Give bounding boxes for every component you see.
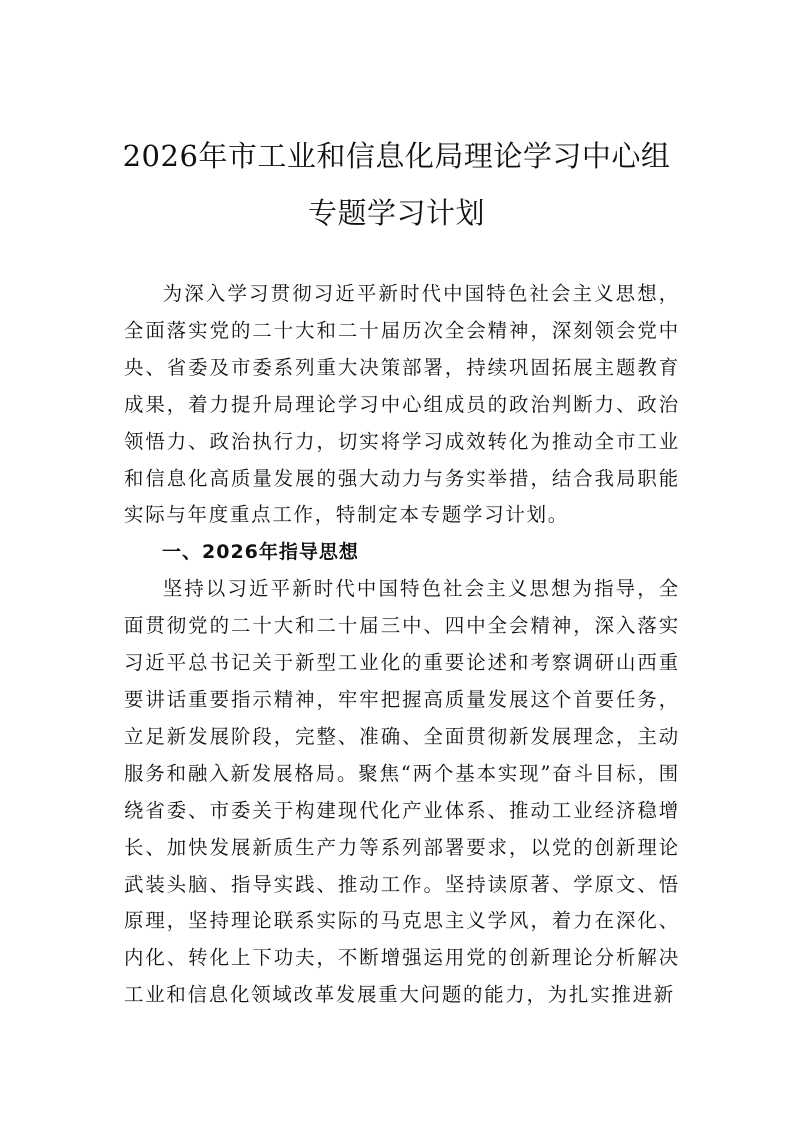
section-heading-guiding-ideology: 一、2026年指导思想 xyxy=(162,541,359,564)
document-title-line-1: 2026年市工业和信息化局理论学习中心组 xyxy=(122,139,671,173)
intro-paragraph: 为深入学习贯彻习近平新时代中国特色社会主义思想，全面落实党的二十大和二十届历次全会精神，深刻领会党中央、省委及市委系列重大决策部署，持续巩固拓展主题教育成果，着力提升局理论学习中心组成员的政治判断力、政治领悟力、政治执行力，切实将学习成效转化为推动全市工业和信息化高质量发展的强大动力与务实举措，结合我局职能实际与年度重点工作，特制定本专题学习计划。 xyxy=(124,282,680,527)
document-title-line-2: 专题学习计划 xyxy=(307,196,485,230)
document-body xyxy=(124,276,680,1014)
guiding-ideology-paragraph: 坚持以习近平新时代中国特色社会主义思想为指导，全面贯彻党的二十大和二十届三中、四中全会精神，深入落实习近平总书记关于新型工业化的重要论述和考察调研山西重要讲话重要指示精神，牢牢把握高质量发展这个首要任务，立足新发展阶段，完整、准确、全面贯彻新发展理念，主动服务和融入新发展格局。聚焦“两个基本实现”奋斗目标，围绕省委、市委关于构建现代化产业体系、推动工业经济稳增长、加快发展新质生产力等系列部署要求，以党的创新理论武装头脑、指导实践、推动工作。坚持读原著、学原文、悟原理，坚持理论联系实际的马克思主义学风，着力在深化、内化、转化上下功夫，不断增强运用党的创新理论分析解决工业和信息化领域改革发展重大问题的能力，为扎实推进新 xyxy=(124,577,680,1007)
